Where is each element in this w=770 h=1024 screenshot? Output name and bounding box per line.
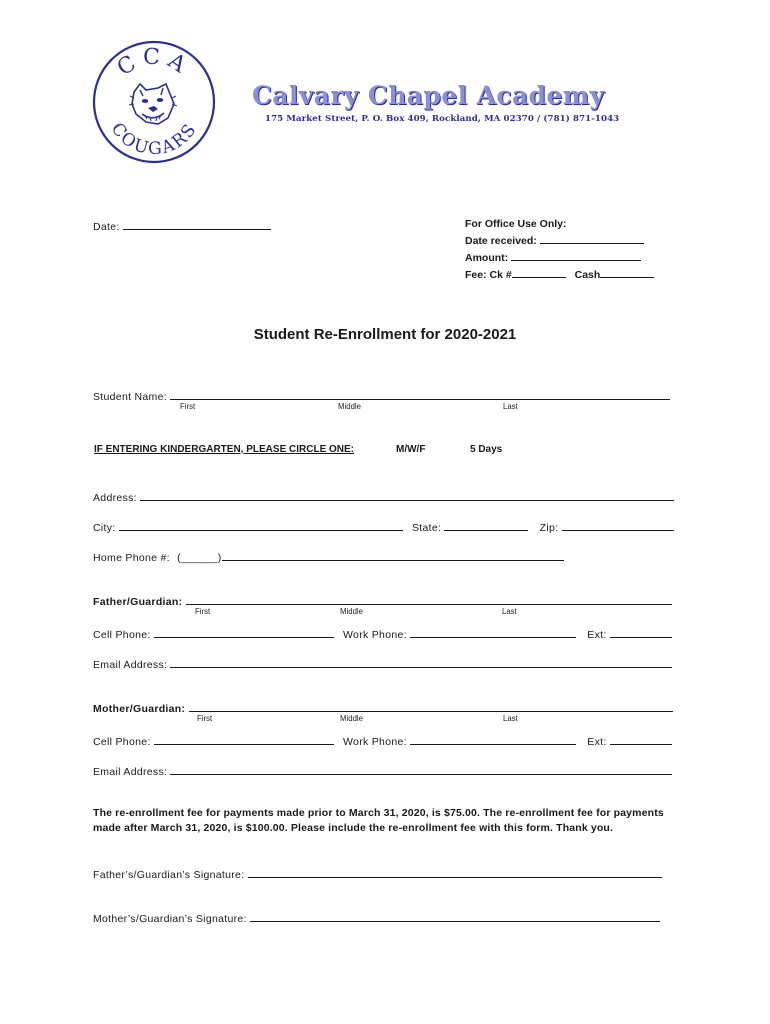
mother-email-label: Email Address: bbox=[93, 766, 168, 778]
cash-line[interactable] bbox=[600, 266, 654, 278]
zip-label: Zip: bbox=[539, 522, 559, 534]
father-ext-line[interactable] bbox=[610, 626, 672, 638]
father-signature-field[interactable] bbox=[93, 866, 662, 881]
father-work-label: Work Phone: bbox=[343, 629, 407, 641]
address-field[interactable] bbox=[93, 489, 674, 504]
mother-work-line[interactable] bbox=[410, 733, 576, 745]
mother-email-field[interactable] bbox=[93, 763, 672, 778]
office-use-box bbox=[465, 217, 654, 283]
school-logo bbox=[92, 40, 216, 164]
mother-name-field[interactable] bbox=[93, 700, 673, 715]
student-name-label: Student Name: bbox=[93, 391, 167, 403]
student-name-field[interactable] bbox=[93, 388, 670, 403]
father-phone-row bbox=[93, 626, 672, 641]
father-name-line[interactable] bbox=[186, 593, 672, 605]
date-received-label: Date received: bbox=[465, 235, 537, 247]
mother-cell-line[interactable] bbox=[154, 733, 334, 745]
mother-phone-row bbox=[93, 733, 672, 748]
student-name-line[interactable] bbox=[170, 388, 670, 400]
mother-email-line[interactable] bbox=[170, 763, 672, 775]
mother-cell-label: Cell Phone: bbox=[93, 736, 151, 748]
school-address: 175 Market Street, P. O. Box 409, Rockland, MA 02370 / (781) 871-1043 bbox=[265, 114, 620, 124]
father-work-line[interactable] bbox=[410, 626, 576, 638]
fee-notice: The re-enrollment fee for payments made prior to March 31, 2020, is $75.00. The re-enrollment fee for payments made after March 31, 2020, is $100.00. Please include the re-enrollment fee with this form. Thank you. bbox=[93, 807, 664, 834]
check-number-line[interactable] bbox=[512, 266, 566, 278]
father-name-field[interactable] bbox=[93, 593, 672, 608]
mother-last-caption: Last bbox=[503, 714, 518, 723]
home-phone-field[interactable] bbox=[93, 549, 564, 564]
cash-label: Cash bbox=[574, 269, 601, 281]
mother-ext-label: Ext: bbox=[587, 736, 607, 748]
amount-label: Amount: bbox=[465, 252, 509, 264]
cougar-icon bbox=[129, 84, 177, 124]
kindergarten-option-5days[interactable]: 5 Days bbox=[470, 444, 503, 455]
address-line[interactable] bbox=[140, 489, 674, 501]
date-label: Date: bbox=[93, 221, 120, 233]
mother-middle-caption: Middle bbox=[340, 714, 363, 723]
city-label: City: bbox=[93, 522, 116, 534]
father-label: Father/Guardian: bbox=[93, 596, 183, 608]
state-label: State: bbox=[411, 522, 442, 534]
student-last-caption: Last bbox=[503, 402, 518, 411]
home-phone-label: Home Phone #: bbox=[93, 552, 170, 564]
city-state-zip-row bbox=[93, 519, 674, 534]
father-signature-label: Father’s/Guardian’s Signature: bbox=[93, 869, 245, 881]
address-label: Address: bbox=[93, 492, 137, 504]
father-email-label: Email Address: bbox=[93, 659, 168, 671]
city-line[interactable] bbox=[119, 519, 403, 531]
logo-top-text: CCA bbox=[112, 44, 196, 82]
date-field[interactable] bbox=[93, 218, 271, 233]
mother-signature-line[interactable] bbox=[250, 910, 660, 922]
mother-name-line[interactable] bbox=[189, 700, 673, 712]
form-title: Student Re-Enrollment for 2020-2021 bbox=[253, 326, 517, 343]
father-email-line[interactable] bbox=[170, 656, 672, 668]
mother-label: Mother/Guardian: bbox=[93, 703, 186, 715]
father-cell-label: Cell Phone: bbox=[93, 629, 151, 641]
fee-check-label: Fee: Ck # bbox=[465, 269, 512, 281]
student-middle-caption: Middle bbox=[338, 402, 361, 411]
mother-work-label: Work Phone: bbox=[343, 736, 407, 748]
home-phone-line[interactable] bbox=[222, 549, 564, 561]
father-signature-line[interactable] bbox=[248, 866, 662, 878]
mother-ext-line[interactable] bbox=[610, 733, 672, 745]
kindergarten-label: IF ENTERING KINDERGARTEN, PLEASE CIRCLE ONE: bbox=[94, 444, 355, 455]
father-first-caption: First bbox=[195, 607, 211, 616]
office-heading: For Office Use Only: bbox=[465, 218, 567, 230]
date-received-line[interactable] bbox=[540, 232, 644, 244]
school-name: Calvary Chapel Academy bbox=[252, 81, 605, 110]
father-ext-label: Ext: bbox=[587, 629, 607, 641]
father-cell-line[interactable] bbox=[154, 626, 334, 638]
mother-first-caption: First bbox=[197, 714, 213, 723]
father-last-caption: Last bbox=[502, 607, 517, 616]
date-line[interactable] bbox=[123, 218, 271, 230]
mother-signature-label: Mother’s/Guardian’s Signature: bbox=[93, 913, 247, 925]
father-middle-caption: Middle bbox=[340, 607, 363, 616]
student-first-caption: First bbox=[180, 402, 196, 411]
home-phone-area[interactable]: (______) bbox=[177, 552, 222, 564]
zip-line[interactable] bbox=[562, 519, 674, 531]
amount-line[interactable] bbox=[511, 249, 641, 261]
logo-bottom-text: COUGARS bbox=[106, 119, 202, 160]
state-line[interactable] bbox=[444, 519, 528, 531]
mother-signature-field[interactable] bbox=[93, 910, 660, 925]
father-email-field[interactable] bbox=[93, 656, 672, 671]
kindergarten-option-mwf[interactable]: M/W/F bbox=[396, 444, 426, 455]
